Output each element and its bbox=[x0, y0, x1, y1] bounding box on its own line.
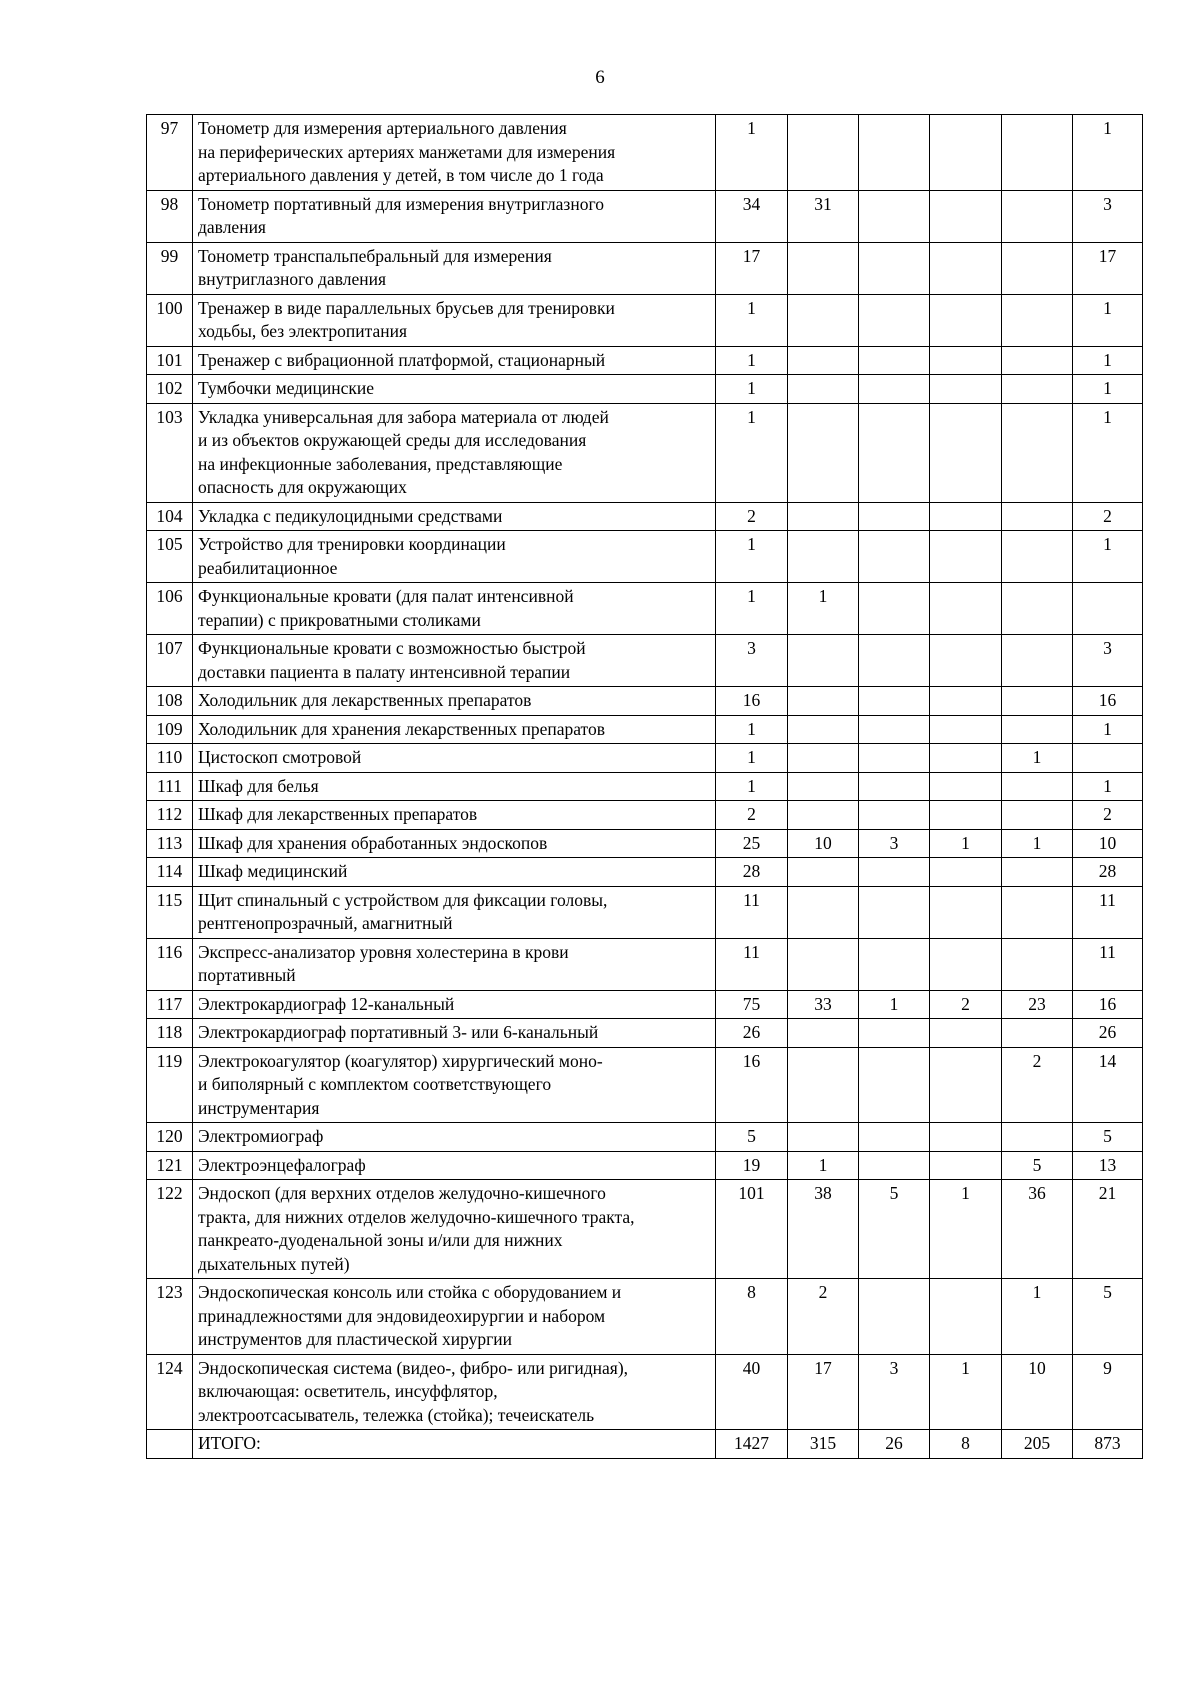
quantity-cell-col-4 bbox=[930, 375, 1002, 404]
table-row bbox=[147, 531, 1143, 583]
row-number-cell: 102 bbox=[147, 375, 193, 404]
quantity-cell-col-3 bbox=[859, 1123, 930, 1152]
equipment-name-cell: Электрокардиограф 12-канальный bbox=[193, 990, 716, 1019]
quantity-cell-col-6: 2 bbox=[1073, 502, 1143, 531]
quantity-cell-col-6: 10 bbox=[1073, 829, 1143, 858]
quantity-cell-col-4 bbox=[930, 190, 1002, 242]
equipment-name-cell: Функциональные кровати (для палат интенсивной терапии) с прикроватными столиками bbox=[193, 583, 716, 635]
quantity-cell-col-2 bbox=[788, 242, 859, 294]
quantity-cell-col-2 bbox=[788, 687, 859, 716]
quantity-cell-col-6: 1 bbox=[1073, 403, 1143, 502]
quantity-cell-col-3 bbox=[859, 346, 930, 375]
equipment-name-cell: Тонометр портативный для измерения внутриглазного давления bbox=[193, 190, 716, 242]
quantity-cell-col-2 bbox=[788, 294, 859, 346]
quantity-cell-col-4 bbox=[930, 115, 1002, 191]
quantity-cell-col-3: 5 bbox=[859, 1180, 930, 1279]
quantity-cell-total: 1 bbox=[716, 294, 788, 346]
quantity-cell-col-6: 28 bbox=[1073, 858, 1143, 887]
quantity-cell-col-3 bbox=[859, 403, 930, 502]
quantity-cell-col-3 bbox=[859, 294, 930, 346]
quantity-cell-col-5: 1 bbox=[1002, 829, 1073, 858]
quantity-cell-col-2 bbox=[788, 403, 859, 502]
quantity-cell-total: 26 bbox=[716, 1019, 788, 1048]
equipment-name-cell: Цистоскоп смотровой bbox=[193, 744, 716, 773]
quantity-cell-col-5 bbox=[1002, 635, 1073, 687]
quantity-cell-col-4 bbox=[930, 531, 1002, 583]
quantity-cell-col-5 bbox=[1002, 938, 1073, 990]
quantity-cell-col-4: 1 bbox=[930, 1180, 1002, 1279]
quantity-cell-col-2: 31 bbox=[788, 190, 859, 242]
quantity-cell-total: 1 bbox=[716, 375, 788, 404]
quantity-cell-col-2: 33 bbox=[788, 990, 859, 1019]
table-row bbox=[147, 502, 1143, 531]
quantity-cell-col-2 bbox=[788, 115, 859, 191]
quantity-cell-col-3 bbox=[859, 1019, 930, 1048]
quantity-cell-col-3 bbox=[859, 115, 930, 191]
equipment-name-cell: Щит спинальный с устройством для фиксации головы, рентгенопрозрачный, амагнитный bbox=[193, 886, 716, 938]
quantity-cell-col-5 bbox=[1002, 346, 1073, 375]
quantity-cell-col-5 bbox=[1002, 1019, 1073, 1048]
quantity-cell-col-5: 2 bbox=[1002, 1047, 1073, 1123]
quantity-cell-col-2 bbox=[788, 858, 859, 887]
table-row bbox=[147, 938, 1143, 990]
table-row bbox=[147, 687, 1143, 716]
quantity-cell-col-3 bbox=[859, 687, 930, 716]
equipment-name-cell: Укладка с педикулоцидными средствами bbox=[193, 502, 716, 531]
quantity-cell-col-2 bbox=[788, 715, 859, 744]
quantity-cell-col-5: 1 bbox=[1002, 1279, 1073, 1355]
quantity-cell-col-4: 1 bbox=[930, 829, 1002, 858]
quantity-cell-col-6: 5 bbox=[1073, 1279, 1143, 1355]
row-number-cell: 123 bbox=[147, 1279, 193, 1355]
table-row bbox=[147, 772, 1143, 801]
row-number-cell: 124 bbox=[147, 1354, 193, 1430]
quantity-cell-col-4 bbox=[930, 715, 1002, 744]
quantity-cell-total: 1 bbox=[716, 583, 788, 635]
quantity-cell-col-3 bbox=[859, 502, 930, 531]
quantity-cell-col-6: 14 bbox=[1073, 1047, 1143, 1123]
row-number-cell: 110 bbox=[147, 744, 193, 773]
equipment-name-cell: Тонометр для измерения артериального давления на периферических артериях манжетами для измерения артериального давления у детей, в том числе до 1 года bbox=[193, 115, 716, 191]
quantity-cell-col-4 bbox=[930, 242, 1002, 294]
quantity-cell-total: 16 bbox=[716, 687, 788, 716]
quantity-cell-col-6: 1 bbox=[1073, 715, 1143, 744]
table-row bbox=[147, 886, 1143, 938]
quantity-cell-col-3 bbox=[859, 858, 930, 887]
quantity-cell-col-5: 1 bbox=[1002, 744, 1073, 773]
equipment-name-cell: Шкаф для лекарственных препаратов bbox=[193, 801, 716, 830]
quantity-cell-col-5 bbox=[1002, 502, 1073, 531]
quantity-cell-col-2 bbox=[788, 744, 859, 773]
equipment-name-cell: Тренажер в виде параллельных брусьев для тренировки ходьбы, без электропитания bbox=[193, 294, 716, 346]
quantity-cell-col-6: 1 bbox=[1073, 294, 1143, 346]
equipment-name-cell: Тонометр транспальпебральный для измерения внутриглазного давления bbox=[193, 242, 716, 294]
quantity-cell-col-3: 3 bbox=[859, 1354, 930, 1430]
quantity-cell-col-6: 1 bbox=[1073, 375, 1143, 404]
table-row bbox=[147, 242, 1143, 294]
quantity-cell-col-3 bbox=[859, 886, 930, 938]
equipment-name-cell: Холодильник для хранения лекарственных препаратов bbox=[193, 715, 716, 744]
quantity-cell-col-6: 1 bbox=[1073, 115, 1143, 191]
quantity-cell-total: 1 bbox=[716, 715, 788, 744]
quantity-cell-col-5 bbox=[1002, 403, 1073, 502]
quantity-cell-total: 3 bbox=[716, 635, 788, 687]
quantity-cell-col-2: 1 bbox=[788, 1151, 859, 1180]
quantity-cell-col-3 bbox=[859, 1047, 930, 1123]
quantity-cell-col-5: 205 bbox=[1002, 1430, 1073, 1459]
quantity-cell-col-3 bbox=[859, 375, 930, 404]
quantity-cell-col-4: 8 bbox=[930, 1430, 1002, 1459]
quantity-cell-col-5: 23 bbox=[1002, 990, 1073, 1019]
quantity-cell-total: 1 bbox=[716, 531, 788, 583]
quantity-cell-total: 11 bbox=[716, 886, 788, 938]
quantity-cell-col-2 bbox=[788, 1047, 859, 1123]
equipment-name-cell: Укладка универсальная для забора материала от людей и из объектов окружающей среды для исследования на инфекционные заболевания, представляющие опасность для окружающих bbox=[193, 403, 716, 502]
quantity-cell-col-6 bbox=[1073, 744, 1143, 773]
quantity-cell-col-2: 10 bbox=[788, 829, 859, 858]
quantity-cell-total: 101 bbox=[716, 1180, 788, 1279]
equipment-name-cell: Шкаф для белья bbox=[193, 772, 716, 801]
quantity-cell-col-5 bbox=[1002, 115, 1073, 191]
quantity-cell-total: 1427 bbox=[716, 1430, 788, 1459]
quantity-cell-col-6: 16 bbox=[1073, 687, 1143, 716]
quantity-cell-col-4: 1 bbox=[930, 1354, 1002, 1430]
quantity-cell-total: 16 bbox=[716, 1047, 788, 1123]
quantity-cell-col-5 bbox=[1002, 583, 1073, 635]
quantity-cell-col-2 bbox=[788, 502, 859, 531]
quantity-cell-total: 75 bbox=[716, 990, 788, 1019]
quantity-cell-col-3: 3 bbox=[859, 829, 930, 858]
quantity-cell-col-6: 5 bbox=[1073, 1123, 1143, 1152]
quantity-cell-col-6: 1 bbox=[1073, 772, 1143, 801]
quantity-cell-col-4 bbox=[930, 346, 1002, 375]
quantity-cell-col-6 bbox=[1073, 583, 1143, 635]
quantity-cell-col-5 bbox=[1002, 1123, 1073, 1152]
row-number-cell: 114 bbox=[147, 858, 193, 887]
table-row bbox=[147, 801, 1143, 830]
quantity-cell-col-2: 38 bbox=[788, 1180, 859, 1279]
equipment-name-cell: Тумбочки медицинские bbox=[193, 375, 716, 404]
quantity-cell-total: 11 bbox=[716, 938, 788, 990]
quantity-cell-col-3 bbox=[859, 583, 930, 635]
row-number-cell: 122 bbox=[147, 1180, 193, 1279]
equipment-name-cell: Электроэнцефалограф bbox=[193, 1151, 716, 1180]
quantity-cell-col-3 bbox=[859, 744, 930, 773]
equipment-name-cell: Электрокоагулятор (коагулятор) хирургический моно- и биполярный с комплектом соответствующего инструментария bbox=[193, 1047, 716, 1123]
row-number-cell: 107 bbox=[147, 635, 193, 687]
quantity-cell-col-6: 2 bbox=[1073, 801, 1143, 830]
page-number: 6 bbox=[595, 67, 605, 88]
quantity-cell-col-5 bbox=[1002, 294, 1073, 346]
table-row bbox=[147, 1354, 1143, 1430]
quantity-cell-col-6: 1 bbox=[1073, 531, 1143, 583]
quantity-cell-col-3: 1 bbox=[859, 990, 930, 1019]
row-number-cell: 116 bbox=[147, 938, 193, 990]
quantity-cell-col-2 bbox=[788, 635, 859, 687]
row-number-cell: 121 bbox=[147, 1151, 193, 1180]
equipment-name-cell: Эндоскопическая система (видео-, фибро- или ригидная), включающая: осветитель, инсуффлятор, электроотсасыватель, тележка (стойка); течеискатель bbox=[193, 1354, 716, 1430]
quantity-cell-col-5 bbox=[1002, 772, 1073, 801]
equipment-table-body bbox=[147, 115, 1143, 1459]
equipment-name-cell: Эндоскоп (для верхних отделов желудочно-кишечного тракта, для нижних отделов желудочно-кишечного тракта, панкреато-дуоденальной зоны и/или для нижних дыхательных путей) bbox=[193, 1180, 716, 1279]
quantity-cell-col-4 bbox=[930, 1151, 1002, 1180]
quantity-cell-col-3 bbox=[859, 715, 930, 744]
table-row bbox=[147, 744, 1143, 773]
quantity-cell-col-6: 11 bbox=[1073, 938, 1143, 990]
quantity-cell-col-5: 36 bbox=[1002, 1180, 1073, 1279]
quantity-cell-col-2 bbox=[788, 772, 859, 801]
quantity-cell-col-6: 11 bbox=[1073, 886, 1143, 938]
quantity-cell-col-4 bbox=[930, 403, 1002, 502]
quantity-cell-total: 2 bbox=[716, 801, 788, 830]
quantity-cell-col-5: 5 bbox=[1002, 1151, 1073, 1180]
table-row bbox=[147, 1151, 1143, 1180]
row-number-cell: 97 bbox=[147, 115, 193, 191]
quantity-cell-col-5 bbox=[1002, 858, 1073, 887]
quantity-cell-col-2 bbox=[788, 1019, 859, 1048]
quantity-cell-col-2 bbox=[788, 938, 859, 990]
quantity-cell-total: 5 bbox=[716, 1123, 788, 1152]
quantity-cell-col-4 bbox=[930, 744, 1002, 773]
quantity-cell-col-3 bbox=[859, 1279, 930, 1355]
quantity-cell-col-4 bbox=[930, 886, 1002, 938]
quantity-cell-col-6: 26 bbox=[1073, 1019, 1143, 1048]
row-number-cell: 115 bbox=[147, 886, 193, 938]
quantity-cell-col-6: 3 bbox=[1073, 635, 1143, 687]
table-row bbox=[147, 583, 1143, 635]
table-row bbox=[147, 635, 1143, 687]
equipment-name-cell: Эндоскопическая консоль или стойка с оборудованием и принадлежностями для эндовидеохирургии и набором инструментов для пластической хирургии bbox=[193, 1279, 716, 1355]
table-row bbox=[147, 1180, 1143, 1279]
quantity-cell-col-2 bbox=[788, 375, 859, 404]
row-number-cell: 117 bbox=[147, 990, 193, 1019]
quantity-cell-col-5: 10 bbox=[1002, 1354, 1073, 1430]
quantity-cell-col-2: 315 bbox=[788, 1430, 859, 1459]
row-number-cell: 112 bbox=[147, 801, 193, 830]
quantity-cell-col-2: 2 bbox=[788, 1279, 859, 1355]
quantity-cell-col-2: 17 bbox=[788, 1354, 859, 1430]
equipment-name-cell: Холодильник для лекарственных препаратов bbox=[193, 687, 716, 716]
quantity-cell-col-6: 1 bbox=[1073, 346, 1143, 375]
equipment-name-cell: Экспресс-анализатор уровня холестерина в крови портативный bbox=[193, 938, 716, 990]
quantity-cell-total: 1 bbox=[716, 403, 788, 502]
quantity-cell-col-4 bbox=[930, 635, 1002, 687]
table-row bbox=[147, 1430, 1143, 1459]
quantity-cell-col-5 bbox=[1002, 190, 1073, 242]
row-number-cell: 104 bbox=[147, 502, 193, 531]
quantity-cell-col-4 bbox=[930, 858, 1002, 887]
quantity-cell-col-5 bbox=[1002, 715, 1073, 744]
table-row bbox=[147, 375, 1143, 404]
equipment-name-cell: Электрокардиограф портативный 3- или 6-канальный bbox=[193, 1019, 716, 1048]
row-number-cell: 103 bbox=[147, 403, 193, 502]
quantity-cell-total: 1 bbox=[716, 346, 788, 375]
quantity-cell-total: 1 bbox=[716, 115, 788, 191]
table-row bbox=[147, 115, 1143, 191]
quantity-cell-col-2 bbox=[788, 346, 859, 375]
quantity-cell-col-3: 26 bbox=[859, 1430, 930, 1459]
quantity-cell-col-5 bbox=[1002, 687, 1073, 716]
table-row bbox=[147, 829, 1143, 858]
quantity-cell-col-5 bbox=[1002, 242, 1073, 294]
quantity-cell-col-4 bbox=[930, 687, 1002, 716]
table-row bbox=[147, 858, 1143, 887]
quantity-cell-total: 8 bbox=[716, 1279, 788, 1355]
quantity-cell-total: 2 bbox=[716, 502, 788, 531]
row-number-cell: 113 bbox=[147, 829, 193, 858]
quantity-cell-col-3 bbox=[859, 772, 930, 801]
quantity-cell-col-3 bbox=[859, 1151, 930, 1180]
row-number-cell: 101 bbox=[147, 346, 193, 375]
quantity-cell-col-2 bbox=[788, 886, 859, 938]
quantity-cell-col-3 bbox=[859, 242, 930, 294]
quantity-cell-col-5 bbox=[1002, 531, 1073, 583]
table-row bbox=[147, 1047, 1143, 1123]
quantity-cell-col-4 bbox=[930, 1123, 1002, 1152]
quantity-cell-col-3 bbox=[859, 938, 930, 990]
quantity-cell-col-2 bbox=[788, 1123, 859, 1152]
quantity-cell-col-4 bbox=[930, 1047, 1002, 1123]
quantity-cell-col-3 bbox=[859, 801, 930, 830]
table-row bbox=[147, 1123, 1143, 1152]
row-number-cell: 99 bbox=[147, 242, 193, 294]
quantity-cell-col-4 bbox=[930, 938, 1002, 990]
equipment-name-cell: Шкаф для хранения обработанных эндоскопов bbox=[193, 829, 716, 858]
quantity-cell-col-4 bbox=[930, 502, 1002, 531]
row-number-cell: 98 bbox=[147, 190, 193, 242]
quantity-cell-total: 34 bbox=[716, 190, 788, 242]
quantity-cell-col-3 bbox=[859, 531, 930, 583]
quantity-cell-col-5 bbox=[1002, 886, 1073, 938]
table-row bbox=[147, 294, 1143, 346]
quantity-cell-col-4 bbox=[930, 583, 1002, 635]
equipment-name-cell: Шкаф медицинский bbox=[193, 858, 716, 887]
quantity-cell-col-2: 1 bbox=[788, 583, 859, 635]
quantity-cell-total: 1 bbox=[716, 772, 788, 801]
quantity-cell-total: 40 bbox=[716, 1354, 788, 1430]
row-number-cell: 109 bbox=[147, 715, 193, 744]
row-number-cell: 108 bbox=[147, 687, 193, 716]
table-row bbox=[147, 346, 1143, 375]
table-row bbox=[147, 1019, 1143, 1048]
quantity-cell-col-6: 9 bbox=[1073, 1354, 1143, 1430]
table-row bbox=[147, 715, 1143, 744]
row-number-cell: 105 bbox=[147, 531, 193, 583]
quantity-cell-col-6: 21 bbox=[1073, 1180, 1143, 1279]
table-row bbox=[147, 1279, 1143, 1355]
row-number-cell bbox=[147, 1430, 193, 1459]
equipment-name-cell: Устройство для тренировки координации реабилитационное bbox=[193, 531, 716, 583]
quantity-cell-col-4 bbox=[930, 1019, 1002, 1048]
quantity-cell-col-6: 17 bbox=[1073, 242, 1143, 294]
quantity-cell-col-4 bbox=[930, 801, 1002, 830]
table-row bbox=[147, 190, 1143, 242]
quantity-cell-col-6: 16 bbox=[1073, 990, 1143, 1019]
row-number-cell: 120 bbox=[147, 1123, 193, 1152]
quantity-cell-col-6: 3 bbox=[1073, 190, 1143, 242]
row-number-cell: 119 bbox=[147, 1047, 193, 1123]
quantity-cell-col-2 bbox=[788, 801, 859, 830]
quantity-cell-total: 17 bbox=[716, 242, 788, 294]
equipment-name-cell: Тренажер с вибрационной платформой, стационарный bbox=[193, 346, 716, 375]
quantity-cell-col-3 bbox=[859, 635, 930, 687]
table-row bbox=[147, 403, 1143, 502]
equipment-name-cell: Электромиограф bbox=[193, 1123, 716, 1152]
equipment-name-cell: Функциональные кровати с возможностью быстрой доставки пациента в палату интенсивной терапии bbox=[193, 635, 716, 687]
quantity-cell-col-3 bbox=[859, 190, 930, 242]
equipment-table bbox=[146, 114, 1143, 1459]
row-number-cell: 100 bbox=[147, 294, 193, 346]
quantity-cell-col-4 bbox=[930, 1279, 1002, 1355]
quantity-cell-total: 28 bbox=[716, 858, 788, 887]
quantity-cell-col-5 bbox=[1002, 375, 1073, 404]
quantity-cell-total: 25 bbox=[716, 829, 788, 858]
row-number-cell: 106 bbox=[147, 583, 193, 635]
equipment-name-cell: ИТОГО: bbox=[193, 1430, 716, 1459]
quantity-cell-total: 1 bbox=[716, 744, 788, 773]
row-number-cell: 111 bbox=[147, 772, 193, 801]
quantity-cell-total: 19 bbox=[716, 1151, 788, 1180]
quantity-cell-col-4 bbox=[930, 772, 1002, 801]
quantity-cell-col-4: 2 bbox=[930, 990, 1002, 1019]
row-number-cell: 118 bbox=[147, 1019, 193, 1048]
table-row bbox=[147, 990, 1143, 1019]
quantity-cell-col-5 bbox=[1002, 801, 1073, 830]
quantity-cell-col-2 bbox=[788, 531, 859, 583]
quantity-cell-col-4 bbox=[930, 294, 1002, 346]
quantity-cell-col-6: 13 bbox=[1073, 1151, 1143, 1180]
quantity-cell-col-6: 873 bbox=[1073, 1430, 1143, 1459]
